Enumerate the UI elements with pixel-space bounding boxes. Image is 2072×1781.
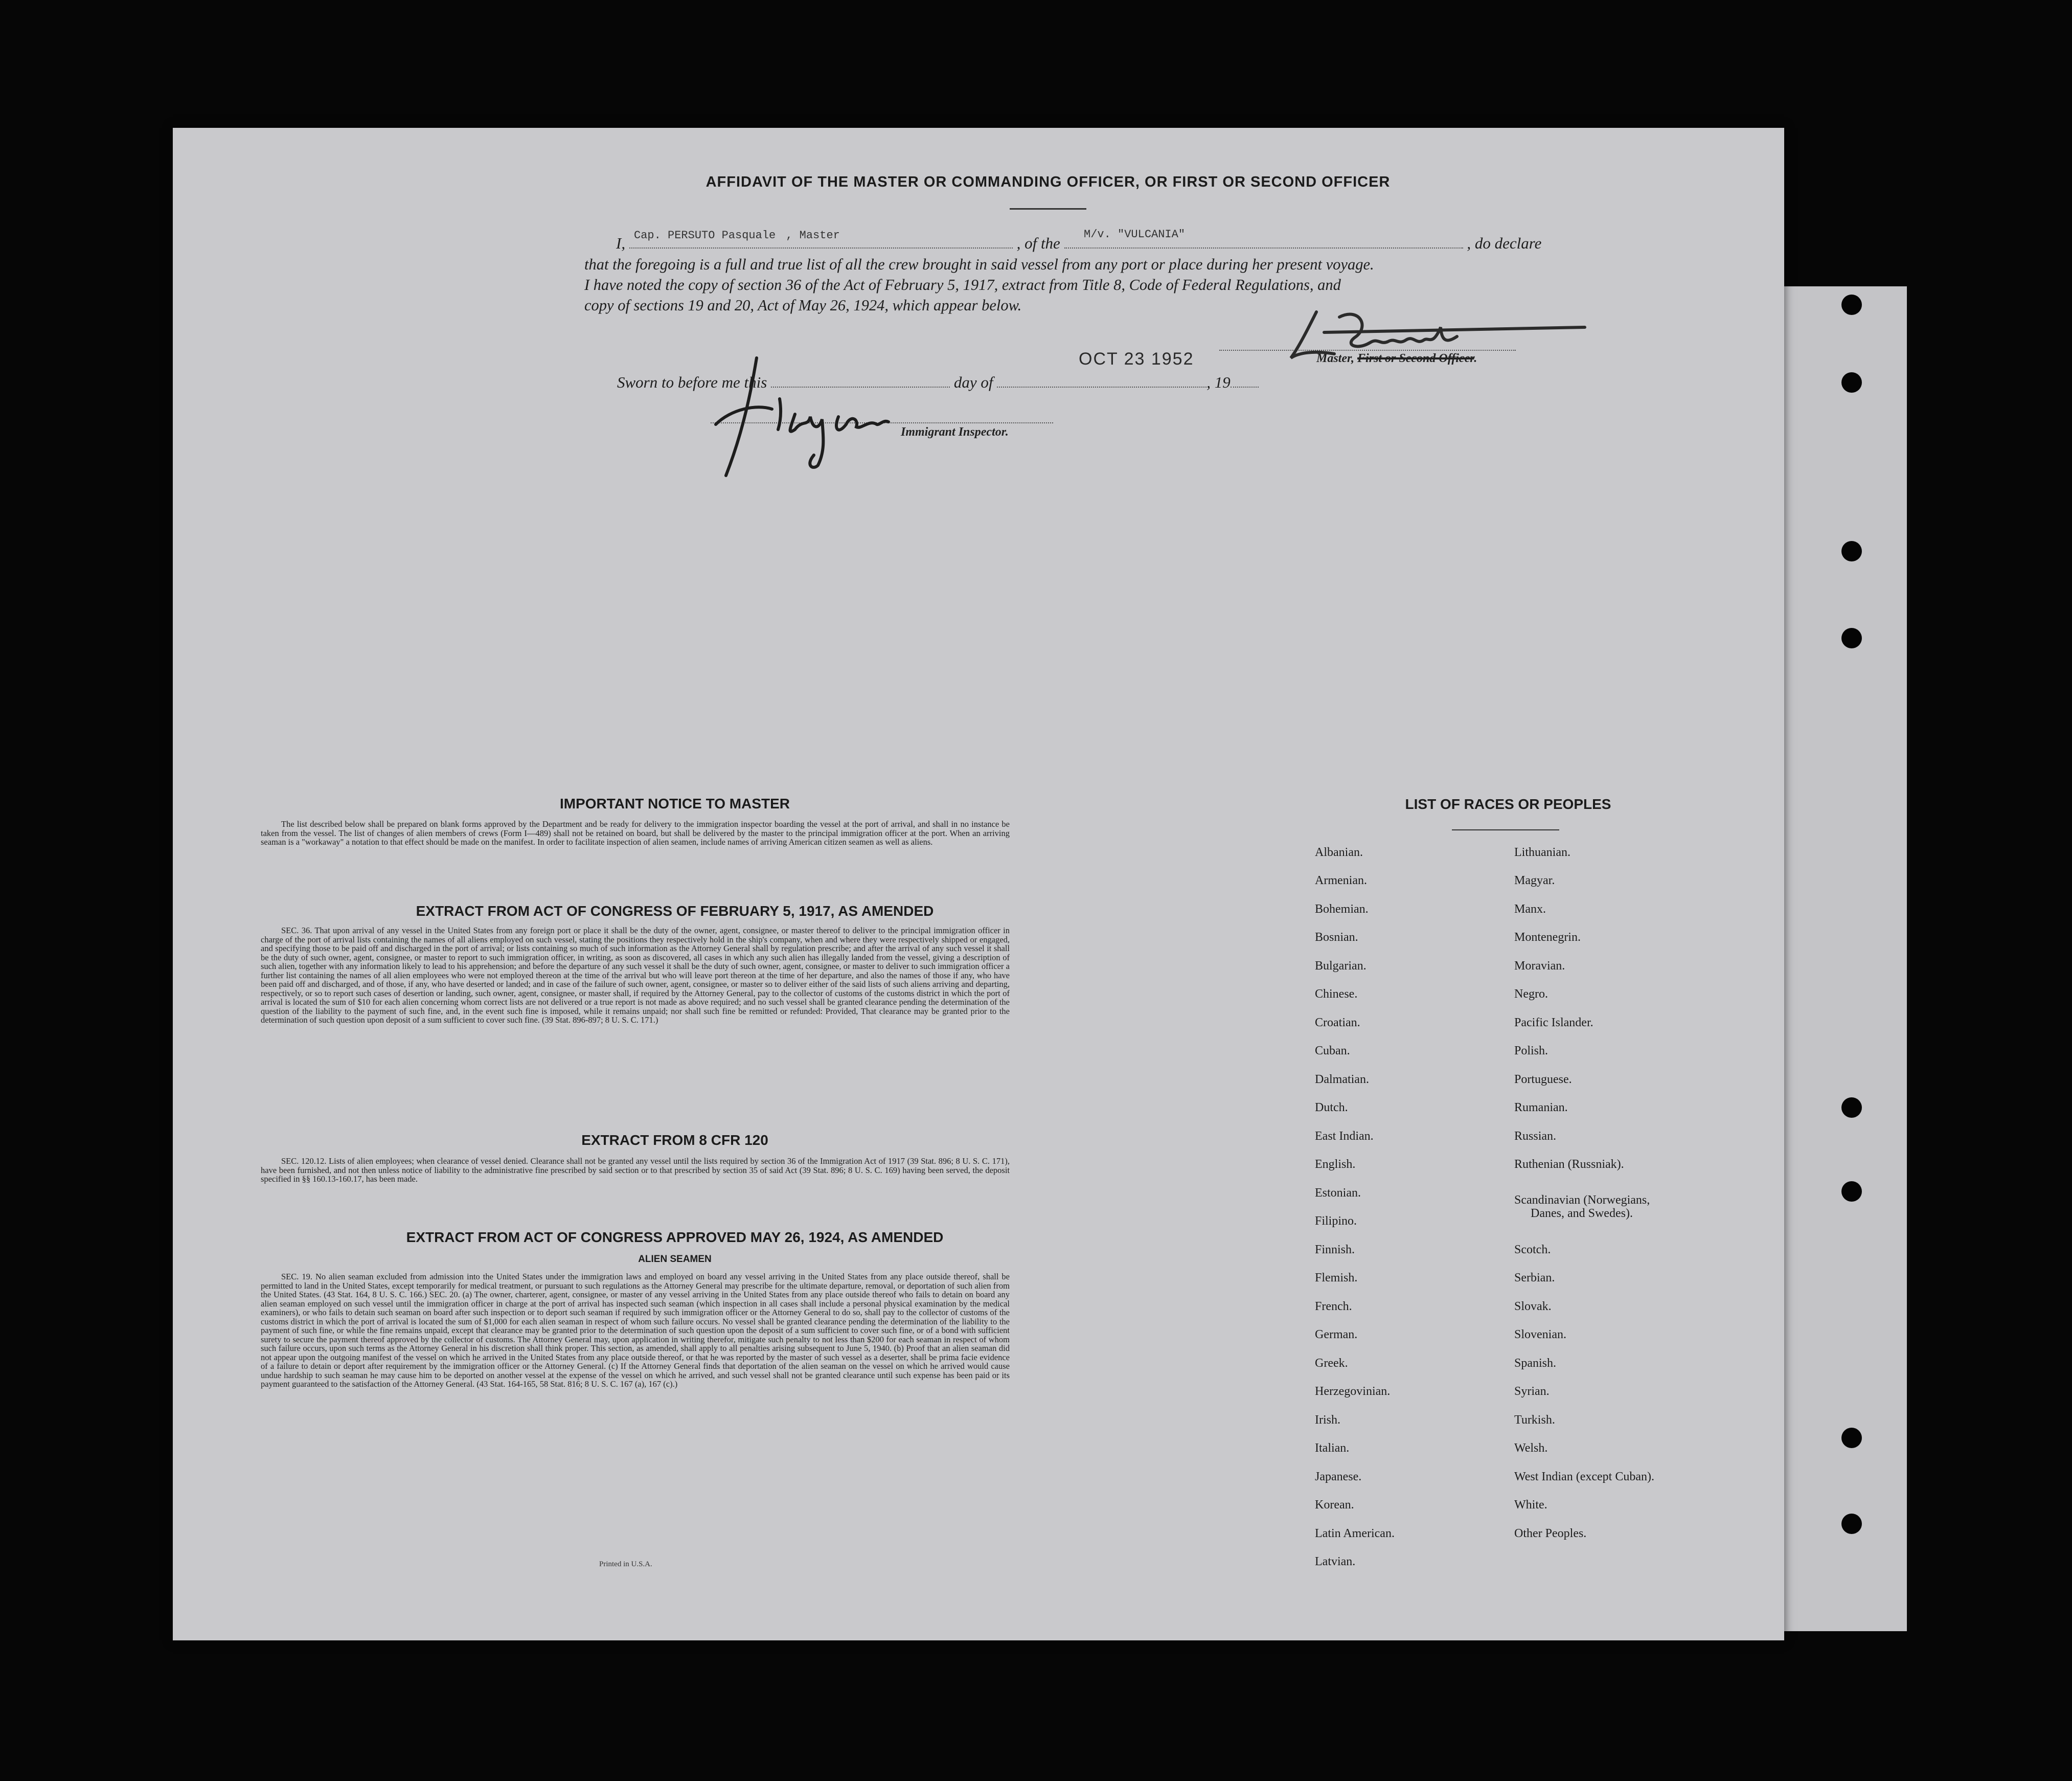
- race-item: Magyar.: [1514, 874, 1555, 887]
- race-item: Scotch.: [1514, 1243, 1551, 1256]
- race-item: Croatian.: [1315, 1016, 1360, 1029]
- race-item: Herzegovinian.: [1315, 1385, 1391, 1398]
- notice-text: The list described below shall be prepared on blank forms approved by the Department and be ready for delivery to the immigration inspector boarding the vessel at the port of arrival, and shall in no instance be taken from the vessel. The list of changes of alien members of crews (Form I—489) shall not be retained on board, but shall be delivered by the master to the principal immigration officer at the port. When an arriving seaman is a "workaway" a notation to that effect should be made on the manifest. In order to facilitate inspection of alien seamen, include names of arriving American citizen seamen as well as aliens.: [261, 819, 1010, 847]
- race-item: Danes, and Swedes).: [1531, 1207, 1633, 1220]
- race-item: German.: [1315, 1328, 1358, 1341]
- title-rule: [1010, 208, 1086, 210]
- race-item: Dalmatian.: [1315, 1073, 1369, 1086]
- master-signature: [1268, 297, 1595, 373]
- alien-seamen-subtitle: ALIEN SEAMEN: [638, 1254, 712, 1265]
- race-item: Negro.: [1514, 987, 1548, 1001]
- race-item: Spanish.: [1514, 1357, 1557, 1370]
- race-item: Russian.: [1514, 1130, 1557, 1143]
- extract-1917-text: SEC. 36. That upon arrival of any vessel in the United States from any foreign port or place it shall be the duty of the owner, agent, consignee, or master thereof to deliver to the principal immigration officer in charge of the port of arrival lists containing the names of all aliens employed on such vessel, stating the positions they respectively hold in the ship's company, when and where they were respectively shipped or engaged, and specifying those to be paid off and discharged in the port of arrival; or lists containing so much of such information as the Attorney General shall by regulation prescribe; and after the arrival of any such vessel it shall be the duty of such owner, agent, consignee, or master to report to such immigration officer, in writing, as soon as discovered, all cases in which any such alien has illegally landed from the vessel, giving a description of such alien, together with any information likely to lead to his apprehension; and before the departure of any such vessel it shall be the duty of such owner, agent, consignee, or master to deliver to such immigration officer a further list containing the names of all alien employees who were not employed thereon at the time of the arrival but who will leave port thereon at the time of her departure, and also the names of those if any, who have been paid off and discharged, and of those, if any, who have deserted or landed; and in case of the failure of such owner, agent, consignee, or master so to deliver either of the said lists of such aliens arriving and departing, respectively, or so to report such cases of desertion or landing, such owner, agent, consignee, or master shall, if required by the Attorney General, pay to the collector of customs of the customs district in which the port of arrival is located the sum of $10 for each alien concerning whom correct lists are not delivered or a true report is not made as above required; and no such vessel shall be granted clearance pending the determination of the question of the liability to the payment of such fine, and, in the event such fine is imposed, while it remains unpaid; nor shall such fine be remitted or refunded: Provided, That clearance may be granted prior to the determination of such question upon deposit of a sum sufficient to cover such fine. (39 Stat. 896-897; 8 U. S. C. 171.): [261, 926, 1010, 1025]
- race-item: Syrian.: [1514, 1385, 1550, 1398]
- extract-1917-title: EXTRACT FROM ACT OF CONGRESS OF FEBRUARY 5, 1917, AS AMENDED: [416, 903, 934, 919]
- sworn-text: Sworn to before me this: [617, 373, 767, 391]
- inspector-caption: Immigrant Inspector.: [901, 425, 1009, 439]
- race-item: Other Peoples.: [1514, 1527, 1587, 1540]
- race-item: Portuguese.: [1514, 1073, 1572, 1086]
- race-item: White.: [1514, 1498, 1547, 1512]
- race-item: Latvian.: [1315, 1555, 1356, 1568]
- affidavit-line-2: that the foregoing is a full and true list of all the crew brought in said vessel from any port or place during her present voyage.: [584, 256, 1374, 273]
- race-item: Slovak.: [1514, 1300, 1552, 1313]
- binder-hole: [1841, 1097, 1862, 1118]
- race-item: English.: [1315, 1158, 1356, 1171]
- race-item: Turkish.: [1514, 1413, 1555, 1427]
- day-of-text: day of: [953, 373, 993, 391]
- race-item: Estonian.: [1315, 1186, 1361, 1200]
- date-stamp: OCT 23 1952: [1079, 349, 1194, 369]
- master-caption: Master, First or Second Officer.: [1316, 352, 1477, 365]
- race-item: Dutch.: [1315, 1101, 1348, 1114]
- extract-1924-title: EXTRACT FROM ACT OF CONGRESS APPROVED MAY 26, 1924, AS AMENDED: [406, 1229, 944, 1245]
- race-item: French.: [1315, 1300, 1352, 1313]
- race-item: Slovenian.: [1514, 1328, 1566, 1341]
- pronoun-i: I,: [616, 234, 626, 252]
- race-item: Welsh.: [1514, 1441, 1548, 1455]
- race-item: Greek.: [1315, 1357, 1348, 1370]
- race-item: Polish.: [1514, 1044, 1549, 1057]
- inspector-signature: [685, 348, 900, 491]
- affidavit-line-4: copy of sections 19 and 20, Act of May 26, 1924, which appear below.: [584, 297, 1022, 314]
- race-item: East Indian.: [1315, 1130, 1374, 1143]
- race-item: Bohemian.: [1315, 903, 1369, 916]
- race-item: Finnish.: [1315, 1243, 1355, 1256]
- month-blank: [997, 376, 1206, 388]
- notice-title: IMPORTANT NOTICE TO MASTER: [559, 796, 790, 811]
- race-item: Rumanian.: [1514, 1101, 1568, 1114]
- do-declare-text: , do declare: [1467, 234, 1542, 252]
- extract-1924-text: SEC. 19. No alien seaman excluded from admission into the United States under the immigration laws and employed on board any vessel arriving in the United States from any place outside thereof, shall be permitted to land in the United States, except temporarily for medical treatment, or pursuant to such regulations as the Attorney General may prescribe for the ultimate departure, removal, or deportation of such alien from the United States. (43 Stat. 164, 8 U. S. C. 166.) SEC. 20. (a) The owner, charterer, agent, consignee, or master of any vessel arriving in the United States from any place outside thereof who fails to detain on board any alien seaman employed on such vessel until the immigration officer in charge at the port of arrival has inspected such seaman (which inspection in all cases shall include a personal physical examination by the medical examiners), or who fails to detain such seaman on board after such inspection or to deport such seaman if required by such immigration officer or the Attorney General to do so, shall pay to the collector of customs of the customs district in which the port of arrival is located the sum of $1,000 for each alien seaman in respect of whom such failure occurs. No vessel shall be granted clearance pending the determination of the liability to the payment of such fine, or while the fine remains unpaid, except that clearance may be granted prior to the determination of such question upon the deposit of a sum sufficient to cover such fine, or of a bond with sufficient surety to secure the payment thereof approved by the collector of customs. The Attorney General may, upon application in writing therefor, mitigate such penalty to not less than $200 for each seaman in respect of whom such failure occurs, upon such terms as the Attorney General in his discretion shall think proper. This section, as amended, shall apply to all penalties arising subsequent to June 5, 1940. (b) Proof that an alien seaman did not appear upon the outgoing manifest of the vessel on which he arrived in the United States from any place outside thereof, or that he was reported by the master of such vessel as a deserter, shall be prima facie evidence of a failure to detain or deport after requirement by the immigration officer or the Attorney General. (c) If the Attorney General finds that deportation of the alien seaman on the vessel on which he arrived would cause undue hardship to such seaman he may cause him to be deported on another vessel at the expense of the vessel on which he arrived, and such vessel shall not be granted clearance until such expense has been paid or its payment guaranteed to the satisfaction of the Attorney General. (43 Stat. 164-165, 58 Stat. 816; 8 U. S. C. 167 (a), 167 (c).): [261, 1272, 1010, 1389]
- race-item: Latin American.: [1315, 1527, 1395, 1540]
- race-item: Serbian.: [1514, 1271, 1555, 1284]
- printed-in-usa: Printed in U.S.A.: [599, 1560, 652, 1568]
- binder-hole: [1841, 1181, 1862, 1202]
- race-item: Albanian.: [1315, 846, 1363, 859]
- race-item: Lithuanian.: [1514, 846, 1570, 859]
- race-item: Montenegrin.: [1514, 931, 1581, 944]
- typed-vessel-name: M/v. "VULCANIA": [1084, 228, 1186, 241]
- race-item: Flemish.: [1315, 1271, 1358, 1284]
- race-item: Armenian.: [1315, 874, 1367, 887]
- extract-cfr-text: SEC. 120.12. Lists of alien employees; when clearance of vessel denied. Clearance shall not be granted any vessel until the lists required by section 36 of the Immigration Act of 1917 (39 Stat. 896; 8 U. S. C. 171), have been furnished, and not then unless notice of liability to the administrative fine prescribed by said section or to that prescribed by section 35 of said Act (39 Stat. 896; 8 U. S. C. 169) having been served, the deposit specified in §§ 160.13-160.17, has been made.: [261, 1156, 1010, 1184]
- year-blank: [1231, 376, 1259, 388]
- typed-master-name: Cap. PERSUTO Pasquale , Master: [634, 229, 840, 242]
- race-item: Bosnian.: [1315, 931, 1358, 944]
- binder-hole: [1841, 1514, 1862, 1534]
- race-item: Filipino.: [1315, 1214, 1357, 1228]
- race-item: Scandinavian (Norwegians,: [1514, 1193, 1650, 1207]
- year-text: , 19: [1206, 373, 1231, 391]
- binder-hole: [1841, 1428, 1862, 1448]
- binder-hole: [1841, 628, 1862, 648]
- race-item: Bulgarian.: [1315, 959, 1367, 973]
- race-item: Moravian.: [1514, 959, 1565, 973]
- race-item: Manx.: [1514, 903, 1546, 916]
- affidavit-line-3: I have noted the copy of section 36 of the Act of February 5, 1917, extract from Title 8, Code of Federal Regulations, and: [584, 276, 1341, 294]
- of-the-text: , of the: [1016, 234, 1060, 252]
- extract-cfr-title: EXTRACT FROM 8 CFR 120: [581, 1132, 768, 1148]
- struck-officer-text: First or Second Officer: [1357, 352, 1474, 365]
- race-item: Cuban.: [1315, 1044, 1350, 1057]
- race-item: West Indian (except Cuban).: [1514, 1470, 1654, 1483]
- race-item: Irish.: [1315, 1413, 1340, 1427]
- binder-hole: [1841, 541, 1862, 561]
- race-item: Italian.: [1315, 1441, 1350, 1455]
- race-item: Japanese.: [1315, 1470, 1362, 1483]
- races-title-rule: [1452, 829, 1559, 830]
- binder-hole: [1841, 372, 1862, 393]
- race-item: Korean.: [1315, 1498, 1354, 1512]
- page-tab-edge: [1774, 286, 1907, 1631]
- race-item: Pacific Islander.: [1514, 1016, 1593, 1029]
- race-item: Ruthenian (Russniak).: [1514, 1158, 1624, 1171]
- affidavit-title: AFFIDAVIT OF THE MASTER OR COMMANDING OFFICER, OR FIRST OR SECOND OFFICER: [705, 174, 1391, 190]
- races-title: LIST OF RACES OR PEOPLES: [1405, 796, 1611, 812]
- binder-hole: [1841, 295, 1862, 315]
- race-item: Chinese.: [1315, 987, 1358, 1001]
